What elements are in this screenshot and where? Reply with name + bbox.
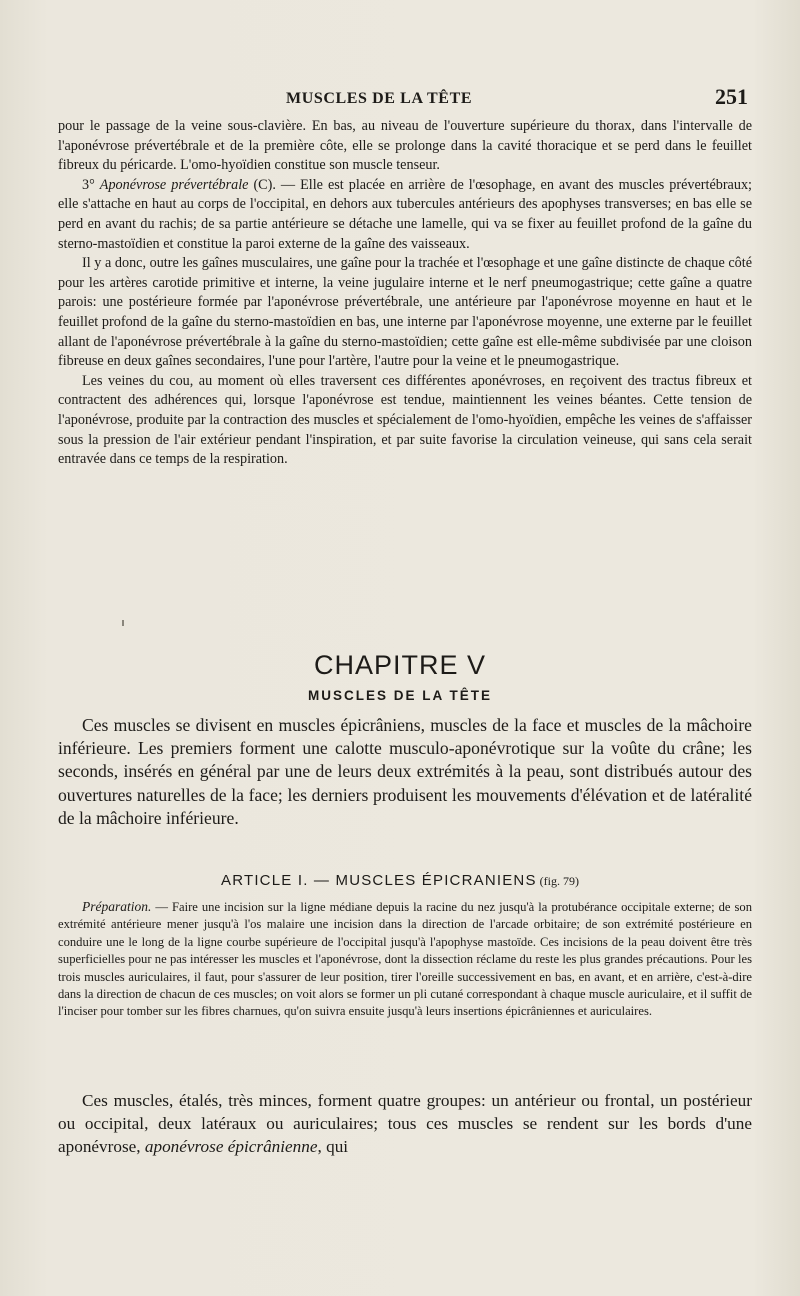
closing-text-a: Ces muscles, étalés, très minces, forment quatre groupes: un antérieur ou frontal, un postérieur ou occipital, deux latéraux ou auriculaires; tous ces muscles se rendent sur les bords d'une aponévrose,	[58, 1091, 752, 1157]
closing-term: aponévrose épicrânienne	[144, 1137, 318, 1157]
paragraph-aponevrose-prevertebrale	[58, 176, 752, 254]
closing-paragraph	[58, 1089, 752, 1159]
chapter-title: CHAPITRE V	[313, 650, 487, 680]
page-header	[58, 86, 748, 116]
chapter-subtitle: MUSCLES DE LA TÊTE	[307, 688, 492, 703]
closing-text-b: , qui	[317, 1137, 349, 1157]
paragraph-veine-sous-claviere: pour le passage de la veine sous-clavière. En bas, au niveau de l'ouverture supérieure du thorax, dans l'intervalle de l'aponévrose prévertébrale et de la première côte, elle se prolonge dans la cavité thoracique et se perd dans le feuillet fibreux du péricarde. L'omo-hyoïdien constitue son muscle tenseur.	[58, 118, 752, 174]
section-number: 3°	[82, 176, 100, 193]
article-title: ARTICLE I. — MUSCLES ÉPICRANIENS	[220, 872, 537, 889]
paragraph-gaines: Il y a donc, outre les gaînes musculaires, une gaîne pour la trachée et l'œsophage et une gaîne distincte de chaque côté pour les artères carotide primitive et interne, la veine jugulaire interne et le nerf pneumogastrique; cette gaîne a quatre parois: une postérieure formée par l'aponévrose prévertébrale, une antérieure par l'aponévrose moyenne en haut et le feuillet profond de la gaîne du sterno-mastoïdien en bas, une interne par l'aponévrose moyenne, une externe par le feuillet allant de l'aponévrose prévertébrale à la gaîne du sterno-mastoïdien; cette gaîne est elle-même subdivisée par une cloison fibreuse en deux gaînes secondaires, l'une pour l'artère, l'autre pour la veine et le pneumogastrique.	[58, 255, 752, 370]
section-body: (C). — Elle est placée en arrière de l'œsophage, en avant des muscles prévertébraux; elle s'attache en haut au corps de l'occipital, en dehors aux tubercules antérieurs des apophyses transverses; en bas elle se perd en avant du rachis; de sa partie antérieure se détache une lamelle, qui va se fixer au feuillet profond de la gaîne du sterno-mastoïdien et constitue la paroi externe de la gaîne des vaisseaux.	[58, 176, 752, 252]
article-heading	[0, 872, 800, 889]
preparation-label: Préparation.	[82, 899, 152, 914]
running-title: MUSCLES DE LA TÊTE	[286, 90, 473, 107]
print-mark	[122, 620, 124, 626]
page-number: 251	[715, 84, 748, 109]
preparation-text: — Faire une incision sur la ligne médiane depuis la racine du nez jusqu'à la protubérance occipitale externe; de son extrémité antérieure mener jusqu'à l'os malaire une incision dans la direction de l'arcade orbitaire; de son extrémité postérieure en conduire une le long de la ligne courbe supérieure de l'occipital jusqu'à l'apophyse mastoïde. Ces incisions de la peau doivent être très superficielles pour ne pas intéresser les muscles et l'aponévrose, dont la dissection réclame du reste les plus grandes précautions. Pour les trois muscles auriculaires, il faut, pour s'assurer de leur position, tirer l'oreille successivement en bas, en avant, et en arrière, c'est-à-dire dans la direction de chacun de ces muscles; on voit alors se former un pli cutané correspondant à chaque muscle auriculaire, et il suffit de l'inciser pour tomber sur les fibres charnues, qu'on suivra ensuite jusqu'à leurs insertions épicrâniennes et auriculaires.	[58, 900, 752, 1019]
body-text-section	[58, 117, 752, 470]
section-term: Aponévrose prévertébrale	[99, 176, 249, 193]
preparation-note	[58, 898, 752, 1021]
chapter-intro: Ces muscles se divisent en muscles épicrâniens, muscles de la face et muscles de la mâchoire inférieure. Les premiers forment une calotte musculo-aponévrotique sur la voûte du crâne; les seconds, insérés en général par une de leurs deux extrémités à la peau, sont distribués autour des ouvertures naturelles de la face; les derniers produisent les mouvements d'élévation et de latéralité de la mâchoire inférieure.	[58, 715, 752, 828]
figure-reference: (fig. 79)	[536, 874, 579, 888]
paragraph-veines-du-cou: Les veines du cou, au moment où elles traversent ces différentes aponévroses, en reçoivent des tractus fibreux et contractent des adhérences qui, lorsque l'aponévrose est tendue, maintiennent les veines béantes. Cette tension de l'aponévrose, produite par la contraction des muscles et spécialement de l'omo-hyoïdien, empêche les veines de s'affaisser sous la pression de l'air extérieur pendant l'inspiration, et par suite favorise la circulation veineuse, qui sans cela serait entravée dans ce temps de la respiration.	[58, 372, 752, 468]
